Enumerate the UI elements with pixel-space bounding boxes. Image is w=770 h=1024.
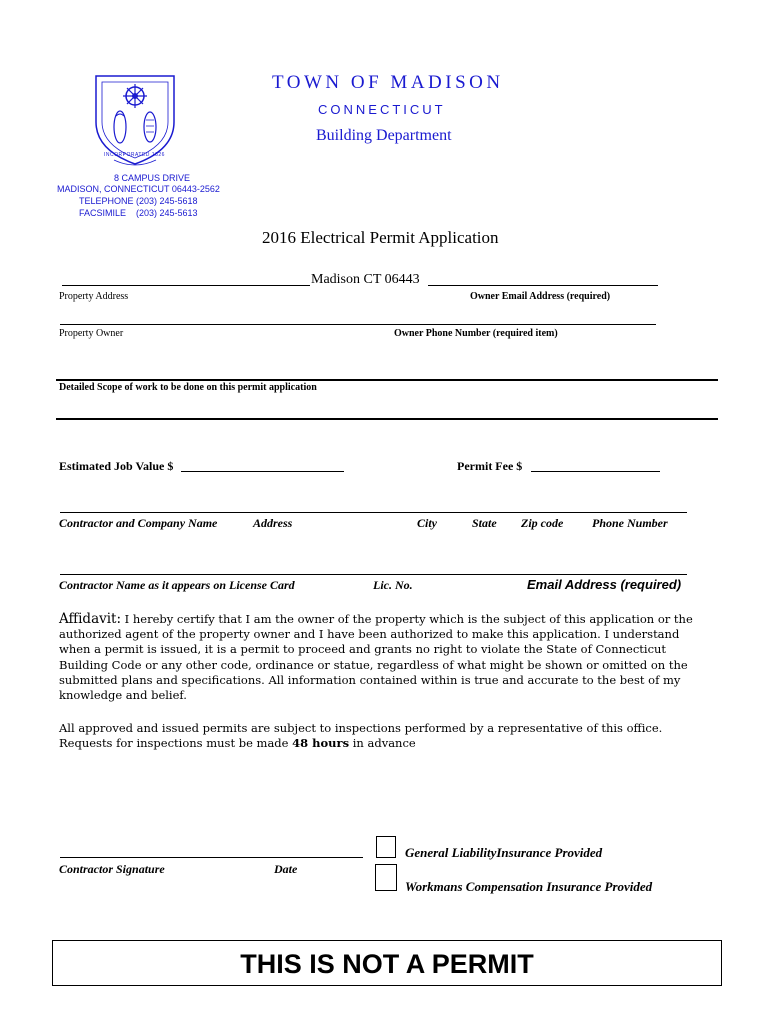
- contractor-line[interactable]: [60, 512, 687, 513]
- city-state-zip: Madison CT 06443: [311, 272, 420, 287]
- property-address-label: Property Address: [59, 291, 129, 302]
- permit-fee-field[interactable]: [531, 471, 660, 472]
- inspections-line2: Requests for inspections must be made 48 hours in advance: [59, 736, 416, 751]
- city-label: City: [417, 516, 437, 530]
- owner-email-line[interactable]: [428, 285, 658, 286]
- property-owner-line[interactable]: [60, 324, 656, 325]
- lic-no-label: Lic. No.: [373, 578, 413, 592]
- estimated-job-value-label: Estimated Job Value $: [59, 459, 174, 473]
- affidavit-heading: Affidavit:: [59, 611, 122, 627]
- not-a-permit-text: THIS IS NOT A PERMIT: [240, 949, 534, 979]
- email-required-label: Email Address (required): [527, 577, 682, 592]
- affidavit-block: [59, 612, 709, 703]
- state-label: State: [472, 516, 497, 530]
- contractor-license-name-label: Contractor Name as it appears on License Card: [59, 578, 295, 592]
- contractor-company-label: Contractor and Company Name: [59, 516, 218, 530]
- not-a-permit-banner: [52, 940, 722, 986]
- affidavit-text: I hereby certify that I am the owner of the property which is the subject of this application or the authorized agent of the property owner and I have been authorized to make this application. I understand when a permit is issued, it is a permit to proceed and grants no right to violate the State of Connecticut Building Code or any other code, ordinance or statue, regardless of what might be shown or omitted on the submitted plans and specifications. All information contained within is true and accurate to the best of my knowledge and belief.: [59, 612, 693, 703]
- estimated-job-value-field[interactable]: [181, 471, 344, 472]
- inspections-line1: All approved and issued permits are subject to inspections performed by a representative of this office.: [59, 721, 663, 735]
- contractor-signature-line[interactable]: [60, 857, 363, 858]
- zip-label: Zip code: [521, 516, 564, 530]
- workmans-comp-label: Workmans Compensation Insurance Provided: [405, 879, 653, 894]
- telephone: TELEPHONE (203) 245-5618: [79, 196, 198, 206]
- general-liability-label: General LiabilityInsurance Provided: [405, 845, 603, 860]
- address-label: Address: [253, 516, 293, 530]
- phone-label: Phone Number: [592, 516, 668, 530]
- license-line[interactable]: [60, 574, 687, 575]
- contractor-signature-label: Contractor Signature: [59, 862, 165, 876]
- seal-text: INCORPORATED 1826: [104, 152, 165, 158]
- owner-phone-label: Owner Phone Number (required item): [394, 328, 558, 339]
- scope-bottom-line[interactable]: [56, 418, 718, 420]
- scope-top-line[interactable]: [56, 379, 718, 381]
- address-line2: MADISON, CONNECTICUT 06443-2562: [57, 184, 220, 194]
- scope-label: Detailed Scope of work to be done on this permit application: [59, 382, 317, 393]
- property-address-line[interactable]: [62, 285, 310, 286]
- state-name: CONNECTICUT: [318, 102, 446, 117]
- form-title: 2016 Electrical Permit Application: [262, 228, 499, 247]
- facsimile: FACSIMILE (203) 245-5613: [79, 208, 198, 218]
- date-label: Date: [274, 862, 298, 876]
- owner-email-label: Owner Email Address (required): [470, 291, 611, 302]
- inspections-48-hours: 48 hours: [292, 736, 350, 751]
- workmans-comp-checkbox[interactable]: [375, 864, 397, 891]
- permit-fee-label: Permit Fee $: [457, 459, 523, 473]
- general-liability-checkbox[interactable]: [376, 836, 396, 858]
- address-line1: 8 CAMPUS DRIVE: [114, 173, 191, 183]
- town-name: TOWN OF MADISON: [272, 72, 504, 93]
- department-name: Building Department: [316, 127, 452, 144]
- property-owner-label: Property Owner: [59, 328, 124, 339]
- inspections-block: [59, 721, 719, 751]
